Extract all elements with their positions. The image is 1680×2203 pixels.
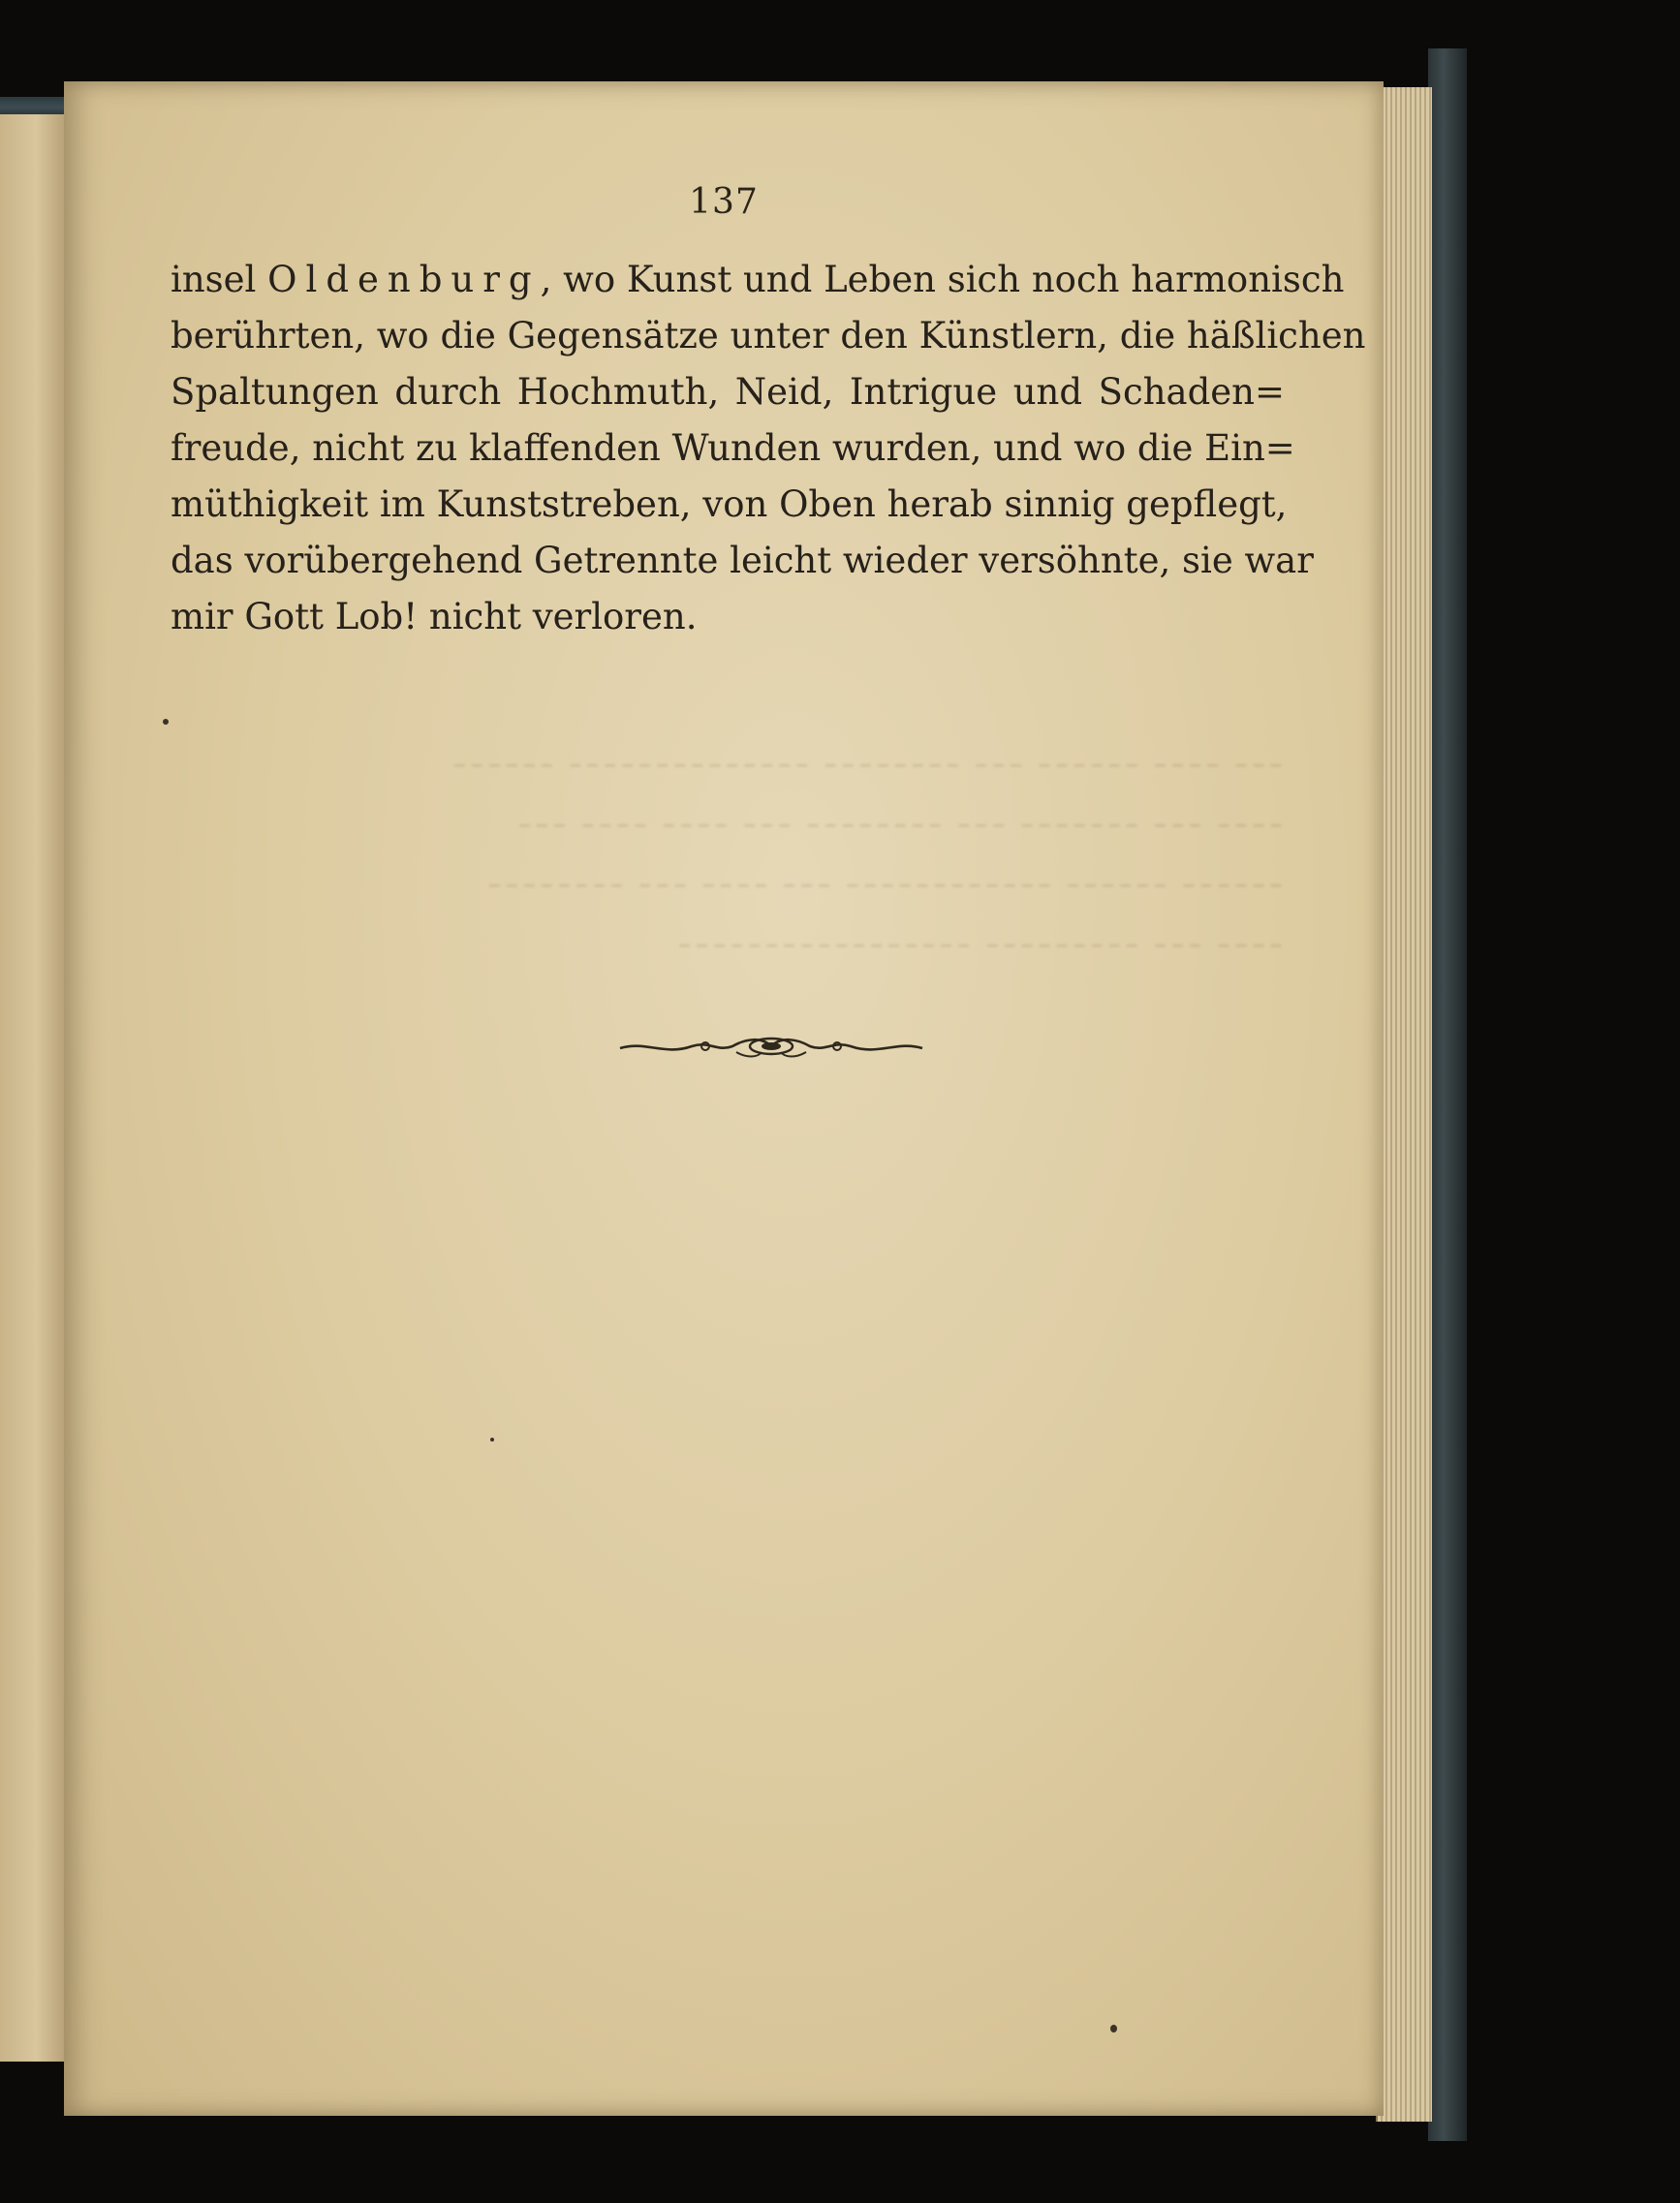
show-through-line: ˍˍˍˍ ˍˍˍ ˍˍˍˍˍˍˍˍˍ ˍˍˍˍˍˍˍˍˍˍˍˍˍˍˍˍˍ: [675, 911, 1285, 950]
text-line-1-end: , wo Kunst und Leben sich noch harmonisch: [540, 259, 1345, 300]
show-through-line: ˍˍˍˍˍˍ ˍˍˍˍˍˍ ˍˍˍˍˍˍˍˍˍˍˍˍ ˍˍˍ ˍˍˍˍ ˍˍˍ ˍˍˍˍˍˍˍˍ: [485, 851, 1285, 890]
ornament-divider: [616, 1029, 926, 1064]
page-stack-edges: [1376, 87, 1432, 2122]
book-cover-right-edge: [1428, 48, 1467, 2141]
text-line-6: das vorübergehend Getrennte leicht wieder versöhnte, sie war: [171, 540, 1314, 581]
page-number: 137: [689, 182, 759, 222]
left-page-edge: [0, 114, 68, 2062]
show-through-line: ˍˍˍˍ ˍˍˍ ˍˍˍˍˍˍˍ ˍˍˍ ˍˍˍˍˍˍˍˍ ˍˍˍ ˍˍˍˍ ˍˍˍˍ ˍˍˍ: [515, 791, 1285, 830]
show-through-text: [171, 721, 1285, 961]
text-line-2: berührten, wo die Gegensätze unter den Künstlern, die häßlichen: [171, 315, 1366, 357]
text-line-1: [171, 252, 1345, 308]
paper-speck: [1110, 2025, 1117, 2032]
spaced-place-name: Oldenburg: [267, 259, 541, 300]
text-line-5: müthigkeit im Kunststreben, von Oben herab sinnig gepflegt,: [171, 483, 1288, 525]
text-line-4: freude, nicht zu klaffenden Wunden wurden, und wo die Ein=: [171, 427, 1295, 469]
paper-speck: [490, 1438, 494, 1442]
text-line-1-start: insel: [171, 259, 268, 300]
right-page: [64, 81, 1384, 2116]
show-through-line: ˍˍˍ ˍˍˍˍ ˍˍˍˍˍˍ ˍˍˍ ˍˍˍˍˍˍˍˍ ˍˍˍˍˍˍˍˍˍˍˍˍˍˍ ˍˍˍˍˍˍ: [451, 730, 1285, 770]
text-line-3: Spaltungen durch Hochmuth, Neid, Intrigue und Schaden=: [171, 371, 1285, 413]
text-line-7: mir Gott Lob! nicht verloren.: [171, 596, 698, 637]
body-text: [171, 252, 1366, 645]
paper-speck: [163, 719, 169, 725]
